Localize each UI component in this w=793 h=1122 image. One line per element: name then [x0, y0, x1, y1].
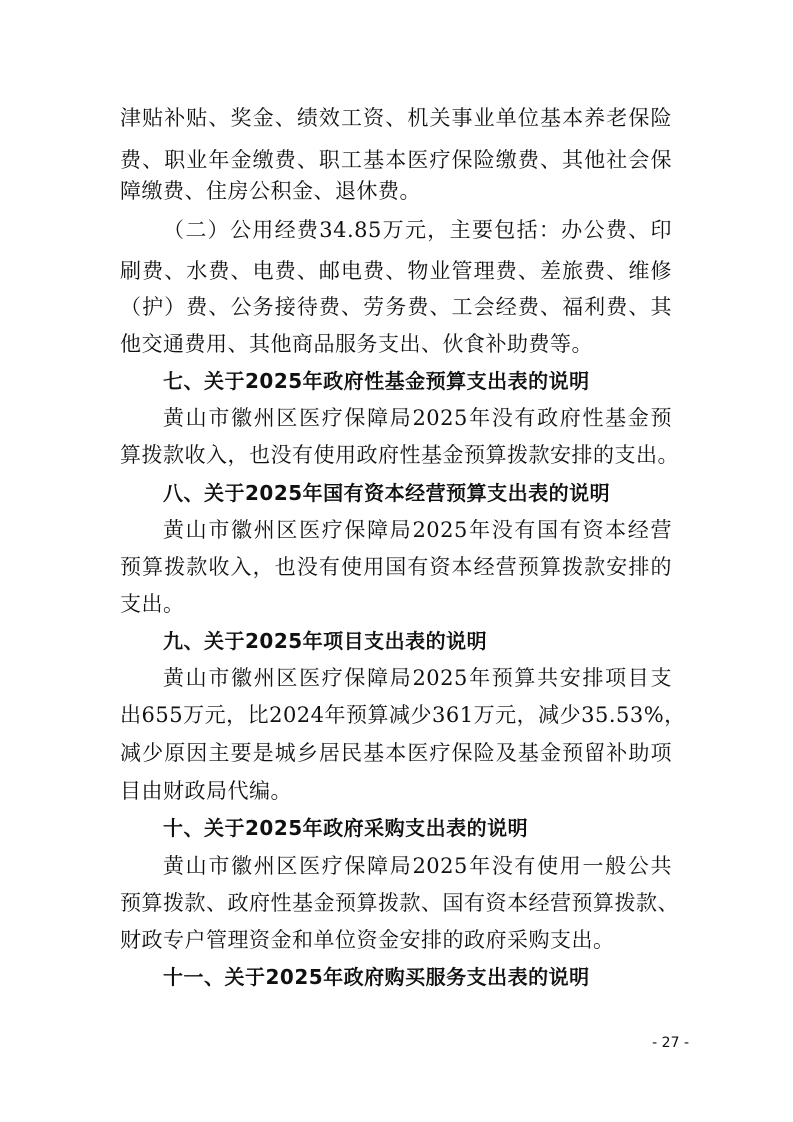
paragraph-line: 黄山市徽州区医疗保障局2025年没有国有资本经营 [163, 518, 672, 542]
paragraph-line: 预算拨款收入，也没有使用国有资本经营预算拨款安排的 [120, 555, 672, 579]
section-heading-9: 九、关于2025年项目支出表的说明 [163, 629, 488, 653]
page-number: - 27 - [652, 1035, 689, 1051]
paragraph-line: 算拨款收入，也没有使用政府性基金预算拨款安排的支出。 [120, 443, 679, 467]
section-heading-10: 十、关于2025年政府采购支出表的说明 [163, 816, 529, 840]
paragraph-line: 财政专户管理资金和单位资金安排的政府采购支出。 [120, 928, 615, 952]
paragraph-line: 减少原因主要是城乡居民基本医疗保险及基金预留补助项 [120, 741, 672, 765]
paragraph-line: 津贴补贴、奖金、绩效工资、机关事业单位基本养老保险 [120, 106, 672, 130]
paragraph-line: 出655万元，比2024年预算减少361万元，减少35.53%， [120, 703, 686, 727]
paragraph-line: 障缴费、住房公积金、退休费。 [120, 179, 421, 203]
paragraph-line: 他交通费用、其他商品服务支出、伙食补助费等。 [120, 332, 593, 356]
section-heading-11: 十一、关于2025年政府购买服务支出表的说明 [163, 965, 590, 989]
paragraph-line: 费、职业年金缴费、职工基本医疗保险缴费、其他社会保 [120, 148, 672, 172]
paragraph-line: 黄山市徽州区医疗保障局2025年没有使用一般公共 [163, 854, 672, 878]
paragraph-line: 刷费、水费、电费、邮电费、物业管理费、差旅费、维修 [120, 259, 672, 283]
paragraph-line: （护）费、公务接待费、劳务费、工会经费、福利费、其 [120, 295, 672, 319]
paragraph-line: 预算拨款、政府性基金预算拨款、国有资本经营预算拨款、 [120, 891, 679, 915]
paragraph-line: 支出。 [120, 592, 185, 616]
paragraph-line: （二）公用经费34.85万元，主要包括：办公费、印 [163, 218, 672, 242]
paragraph-line: 黄山市徽州区医疗保障局2025年没有政府性基金预 [163, 406, 672, 430]
paragraph-line: 目由财政局代编。 [120, 779, 292, 803]
section-heading-7: 七、关于2025年政府性基金预算支出表的说明 [163, 369, 590, 393]
section-heading-8: 八、关于2025年国有资本经营预算支出表的说明 [163, 481, 611, 505]
paragraph-line: 黄山市徽州区医疗保障局2025年预算共安排项目支 [163, 666, 672, 690]
